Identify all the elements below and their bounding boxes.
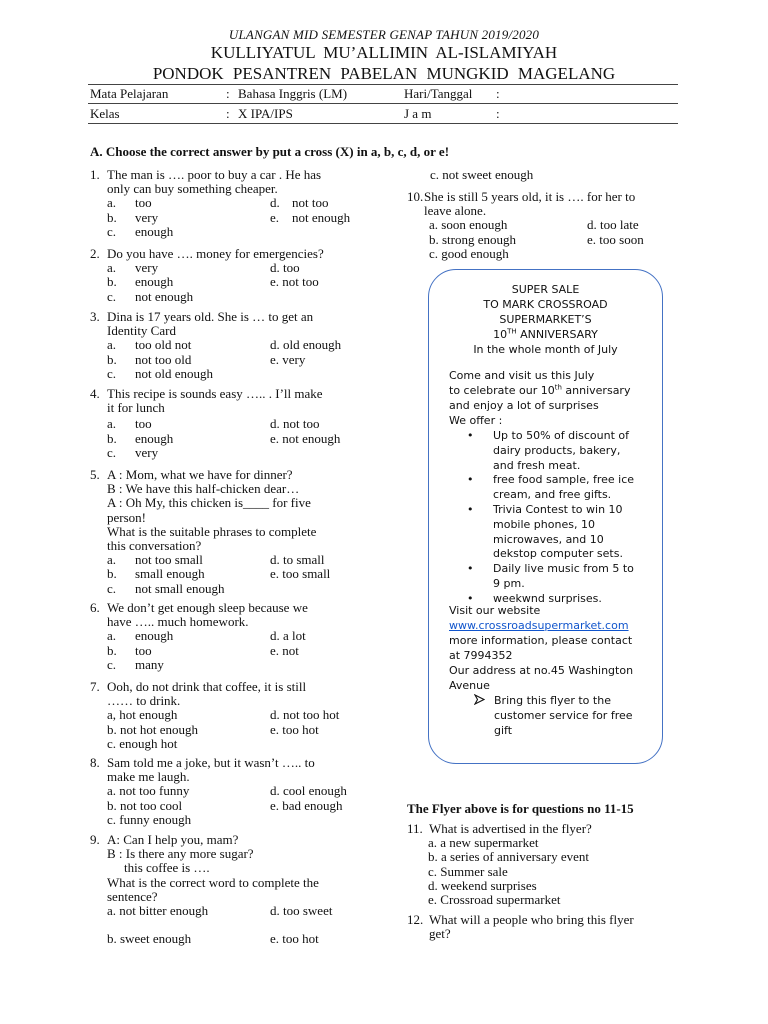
question-text: make me laugh. — [107, 769, 190, 785]
question-text: sentence? — [107, 888, 158, 904]
bullet-icon: • — [467, 503, 474, 516]
question-number: 6. — [90, 600, 100, 615]
question-text: 5. A : Mom, what we have for dinner? — [90, 467, 293, 482]
flyer-title-line: In the whole month of July — [473, 343, 618, 356]
option-left: b. too — [107, 642, 152, 658]
question-text: leave alone. — [424, 203, 487, 219]
question-text: it for lunch — [107, 400, 165, 416]
question-6 — [90, 601, 390, 672]
option-left: b. not too old — [107, 351, 192, 367]
option-c: c. good enough — [429, 245, 509, 261]
option-right: d. a lot — [270, 628, 306, 644]
question-text: What is the suitable phrases to complete — [107, 523, 317, 539]
school-place: PONDOK PESANTREN PABELAN MUNGKID MAGELANG — [152, 64, 616, 83]
question-text: She is still 5 years old, it is …. for her to — [424, 189, 636, 204]
flyer-title-line: TO MARK CROSSROAD — [483, 298, 608, 311]
question-number: 7. — [90, 679, 100, 694]
flyer-website-link[interactable]: www.crossroadsupermarket.com — [449, 619, 629, 632]
subject-label: Mata Pelajaran — [90, 86, 169, 101]
section-a-instruction: A. Choose the correct answer by put a cross (X) in a, b, c, d, or e! — [90, 144, 450, 159]
question-text: this conversation? — [107, 538, 202, 554]
question-number: 10. — [407, 189, 424, 204]
question-text: 1. The man is …. poor to buy a car . He has — [90, 167, 322, 182]
option-right: e. not enough — [270, 209, 351, 225]
question-text: B : We have this half-chicken dear… — [107, 481, 300, 497]
question-number: 8. — [90, 755, 100, 770]
bullet-icon: • — [467, 562, 474, 576]
subject-separator: : — [226, 86, 230, 101]
option-left: c. enough hot — [107, 735, 178, 751]
option-left: a. too old not — [107, 337, 192, 353]
question-text: 2. Do you have …. money for emergencies? — [90, 246, 324, 261]
bullet-icon: • — [467, 429, 474, 442]
question-3 — [90, 310, 390, 381]
option-left: c. not old enough — [107, 365, 213, 381]
question-number: 2. — [90, 246, 100, 261]
option-left: b. enough — [107, 430, 174, 446]
question-10 — [407, 190, 707, 261]
question-1 — [90, 168, 390, 239]
option-left: a. too — [107, 416, 152, 432]
flyer-title-line: SUPER SALE — [511, 283, 580, 296]
question-text: …… to drink. — [107, 693, 181, 709]
flyer-bullet-item: • Trivia Contest to win 10 mobile phones, 10 microwaves, and 10 dekstop computer sets. — [467, 503, 623, 561]
option-right: d. not too hot — [270, 707, 340, 723]
question-text: A : Oh My, this chicken is____ for five — [107, 495, 311, 511]
question-text: 8. Sam told me a joke, but it wasn’t ….. to — [90, 755, 315, 770]
flyer-arrow-item: Bring this flyer to the customer service for free gift — [494, 694, 644, 738]
option-left: a. enough — [107, 628, 174, 644]
question-9 — [90, 833, 390, 946]
school-name: KULLIYATUL MU’ALLIMIN AL-ISLAMIYAH — [210, 43, 558, 62]
flyer-bullet-item: • weekwnd surprises. — [467, 591, 602, 605]
option-left: c. enough — [107, 223, 174, 239]
option-left: a. very — [107, 260, 159, 276]
flyer-text: We offer : — [449, 414, 503, 427]
flyer-text: Avenue — [449, 679, 490, 692]
option-left: a, hot enough — [107, 707, 178, 723]
option-right: d. cool enough — [270, 783, 347, 799]
option-right: e. too hot — [270, 721, 319, 737]
flyer-text: more information, please contact — [449, 634, 633, 647]
option-left: a. not bitter enough — [107, 903, 209, 919]
flyer-text: at 7994352 — [449, 649, 513, 662]
option: a. a new supermarket — [428, 835, 539, 851]
option-right: e. bad enough — [270, 797, 343, 813]
bullet-icon: • — [467, 591, 474, 605]
question-2 — [90, 247, 390, 304]
option-right: e. too small — [270, 566, 331, 582]
option-left: a. too — [107, 195, 152, 211]
option-left: c. many — [107, 656, 164, 672]
question-12: 12. What will a people who bring this flyer get? — [407, 912, 634, 942]
header-rule-bottom — [88, 123, 678, 124]
question-text: 6. We don’t get enough sleep because we — [90, 600, 308, 615]
option-right: e. too hot — [270, 931, 319, 947]
flyer-bullet-item: • Daily live music from 5 to 9 pm. — [467, 562, 634, 590]
question-text: 7. Ooh, do not drink that coffee, it is still — [90, 679, 307, 694]
question-number: 4. — [90, 386, 100, 401]
subject-value: Bahasa Inggris (LM) — [238, 86, 348, 101]
option-right: e. not too — [270, 274, 319, 290]
flyer-title-line: 10TH ANNIVERSARY — [493, 327, 598, 341]
option-left: a. not too funny — [107, 783, 190, 799]
option-right: e. not enough — [270, 430, 341, 446]
class-label: Kelas — [90, 106, 120, 121]
class-separator: : — [226, 106, 230, 121]
option-left: b. small enough — [107, 566, 205, 582]
option-right: e. very — [270, 351, 306, 367]
question-5 — [90, 468, 390, 596]
option-b: b. strong enough — [429, 231, 517, 247]
flyer-text: Come and visit us this July — [449, 369, 595, 382]
question-text: have ….. much homework. — [107, 614, 249, 630]
option-d: d. too late — [587, 217, 639, 233]
class-value: X IPA/IPS — [238, 106, 293, 121]
flyer-text: and enjoy a lot of surprises — [449, 399, 599, 412]
option-e: e. too soon — [587, 231, 644, 247]
sale-flyer — [428, 269, 663, 764]
option-left: b. not too cool — [107, 797, 183, 813]
option-right: d. too — [270, 260, 300, 276]
option-left: b. very — [107, 209, 159, 225]
question-9-option-c: c. not sweet enough — [430, 167, 534, 182]
option-left: a. not too small — [107, 552, 203, 568]
flyer-title-line: SUPERMARKET’S — [499, 313, 592, 326]
bullet-icon: • — [467, 473, 474, 487]
question-text: 9. A: Can I help you, mam? — [90, 832, 239, 847]
option-left: b. sweet enough — [107, 931, 192, 947]
option-right: e. not — [270, 642, 299, 658]
option: b. a series of anniversary event — [428, 849, 589, 865]
question-text: What is the correct word to complete the — [107, 874, 319, 890]
question-8 — [90, 756, 390, 827]
arrow-icon — [474, 694, 485, 710]
option-right: d. too sweet — [270, 903, 333, 919]
header-rule-top — [88, 84, 678, 85]
date-label: Hari/Tanggal — [404, 86, 473, 101]
question-number: 1. — [90, 167, 100, 182]
question-text: Identity Card — [107, 323, 176, 339]
flyer-bullet-item: • free food sample, free ice cream, and free gifts. — [467, 473, 635, 502]
flyer-text: to celebrate our 10th anniversary — [449, 383, 631, 397]
option-right: d. not too — [270, 195, 329, 211]
question-text: person! — [107, 509, 146, 525]
question-4 — [90, 387, 390, 460]
hour-separator: : — [496, 106, 500, 121]
header-rule-middle — [88, 103, 678, 104]
question-11: 11. What is advertised in the flyer? a. a new supermarket b. a series of anniversary event c. Summer sale d. weekend surprises e. Crossroad supermarket — [407, 822, 707, 907]
question-number: 3. — [90, 309, 100, 324]
option-left: c. not enough — [107, 288, 194, 304]
question-text: this coffee is …. — [124, 860, 210, 876]
option-left: c. funny enough — [107, 811, 192, 827]
question-7 — [90, 680, 390, 751]
option-right: d. not too — [270, 416, 320, 432]
option: c. Summer sale — [428, 863, 508, 879]
option-left: b. not hot enough — [107, 721, 198, 737]
option-right: d. to small — [270, 552, 325, 568]
flyer-bullet-item: • Up to 50% of discount of dairy products, bakery, and fresh meat. — [467, 429, 630, 472]
option-left: b. enough — [107, 274, 174, 290]
hour-label: J a m — [404, 106, 432, 121]
flyer-note: The Flyer above is for questions no 11-15 — [407, 801, 634, 816]
question-number: 9. — [90, 832, 100, 847]
flyer-text: Our address at no.45 Washington — [449, 664, 634, 677]
question-number: 5. — [90, 467, 100, 482]
option: e. Crossroad supermarket — [428, 892, 561, 908]
option-left: c. not small enough — [107, 580, 225, 596]
option-right: d. old enough — [270, 337, 342, 353]
question-text: 4. This recipe is sounds easy ….. . I’ll make — [90, 386, 323, 401]
date-separator: : — [496, 86, 500, 101]
question-text: B : Is there any more sugar? — [107, 846, 254, 862]
exam-title: ULANGAN MID SEMESTER GENAP TAHUN 2019/2020 — [228, 27, 540, 42]
flyer-text: Visit our website — [449, 604, 541, 617]
question-text: only can buy something cheaper. — [107, 181, 278, 197]
question-text: 3. Dina is 17 years old. She is … to get an — [90, 309, 314, 324]
option-a: a. soon enough — [429, 217, 508, 233]
option-left: c. very — [107, 444, 159, 460]
option: d. weekend surprises — [428, 877, 537, 893]
